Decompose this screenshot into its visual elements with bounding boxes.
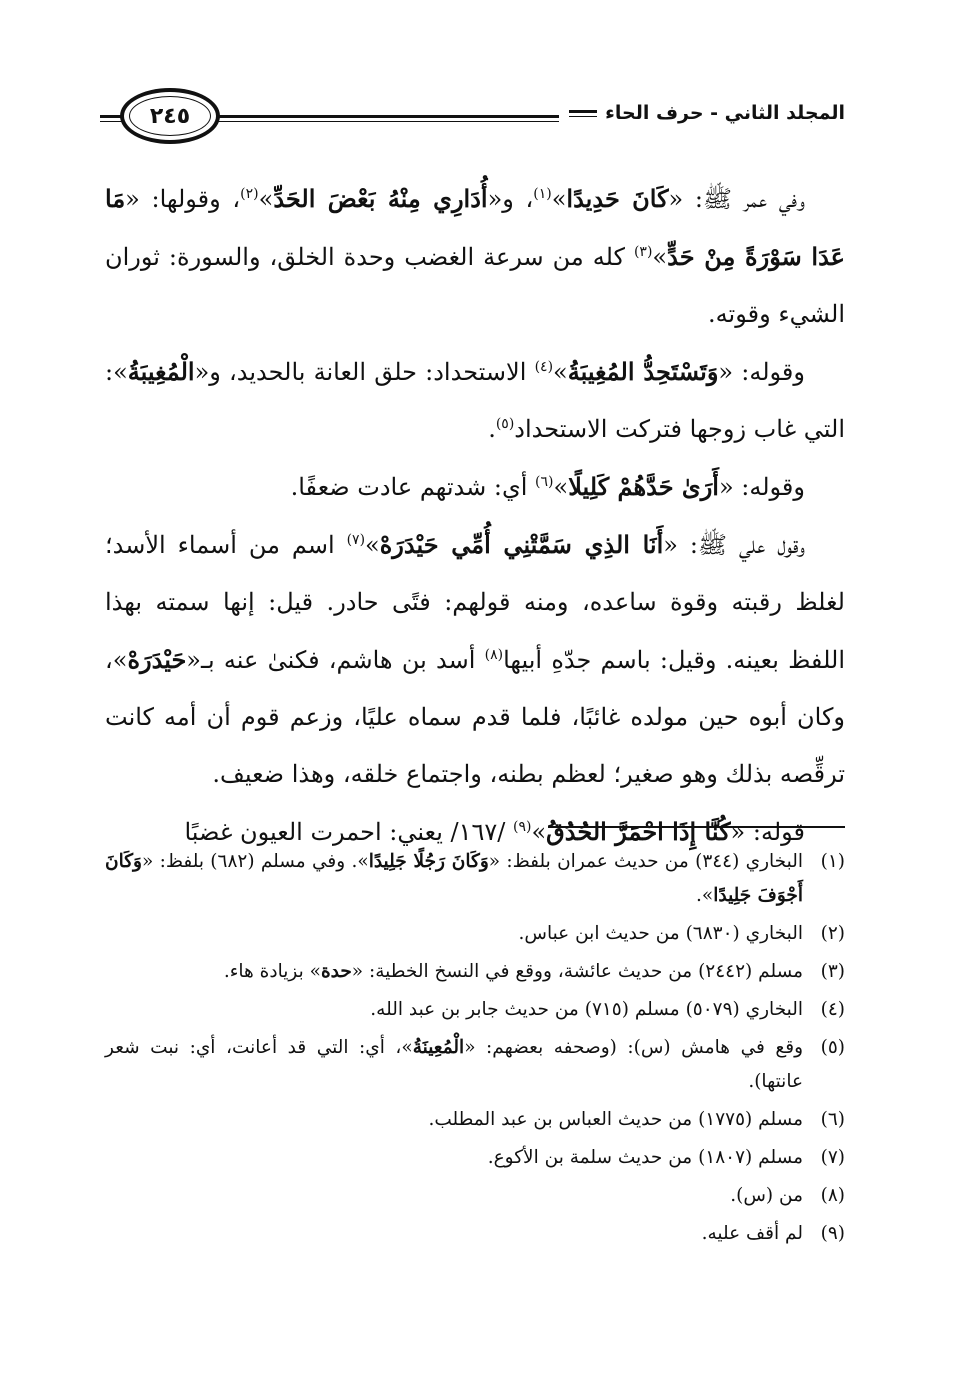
footnote-number: (٤): [820, 999, 845, 1020]
text-run: قوله: «: [730, 818, 805, 846]
hadith-quote: وَكَانَ رَجُلًا جَلِيدًا: [368, 851, 489, 872]
footnote-text: [105, 1217, 803, 1251]
hadith-quote: كُنَّا إِذَا احْمَرَّ الحُدُقُ: [546, 817, 731, 846]
footnote-text: [105, 845, 803, 913]
text-run: أي: شدتهم عادت ضعفًا.: [290, 473, 536, 501]
footnote: [105, 1103, 845, 1137]
text-run: مسلم (١٨٠٧) من حديث سلمة بن الأكوع.: [487, 1147, 803, 1168]
footnote: [105, 1031, 845, 1099]
footnote-number: (١): [820, 851, 845, 872]
hadith-quote: حدة: [320, 961, 352, 982]
page-number: ٢٤٥: [149, 103, 191, 129]
main-text: [105, 170, 845, 861]
text-run: كله من سرعة الغضب وحدة الخلق، والسورة: ثوران الشيء وقوته.: [105, 243, 845, 328]
hadith-quote: الْمُعِينَةُ: [412, 1037, 465, 1058]
text-run: وقوله: «: [718, 358, 805, 386]
hadith-quote: كَانَ حَدِيدًا: [566, 184, 669, 213]
text-run: ، وقولها: «: [125, 185, 241, 213]
footnote-text: [105, 1031, 803, 1099]
page-header: [100, 88, 845, 148]
text-run: /١٦٧/ يعني: احمرت العيون غضبًا: [184, 818, 513, 846]
hadith-quote: وَتَسْتَحِدُّ المُغِيبَةُ: [567, 357, 719, 386]
text-run: وقوله: «: [718, 473, 805, 501]
footnote-text: [105, 993, 803, 1027]
footnote-text: [105, 1103, 803, 1137]
text-run: »: التي غاب زوجها فتركت الاستحداد: [105, 358, 845, 443]
text-run: البخاري (٣٤٤) من حديث عمران بلفظ: «: [488, 851, 803, 872]
text-run: »: [553, 473, 569, 501]
footnote-text: [105, 917, 803, 951]
hadith-quote: حَيْدَرَهْ: [127, 645, 187, 674]
paragraph: [105, 170, 845, 343]
text-run: اسم من أسماء الأسد؛ لغلظ رقبته وقوة ساعده، ومنه قولهم: فتًى حادر. قيل: إنها سمته بهذا اللفظ بعينه. وقيل: باسم جدّهِ أبيها: [105, 531, 845, 674]
text-run: مسلم (٢٤٤٢) من حديث عائشة، ووقع في النسخ الخطية: «: [351, 961, 803, 982]
footnote: [105, 845, 845, 913]
footnote-text: [105, 955, 803, 989]
hadith-quote: مَا عَدَا سَوْرَةً مِنْ حَدٍّ: [105, 184, 845, 271]
footnote-number: (٦): [820, 1109, 845, 1130]
text-run: وفي عمر ﷺ: «: [668, 185, 805, 213]
footnote: [105, 1217, 845, 1251]
footnote-ref: (٩): [513, 819, 532, 835]
text-run: »، وكان أبوه حين مولده غائبًا، فلما قدم سماه عليًا، وزعم قوم أن أمه كانت ترقِّصه بذلك وهو صغير؛ لعظم بطنه، واجتماع خلقه، وهذا ضعيف.: [105, 646, 845, 788]
footnote: [105, 993, 845, 1027]
footnotes: [105, 845, 845, 1255]
text-run: ».: [696, 885, 714, 906]
footnote-text: [105, 1179, 803, 1213]
text-run: ». وفي مسلم (٦٨٢) بلفظ: «: [141, 851, 369, 872]
text-run: »: [531, 818, 547, 846]
text-run: البخاري (٥٠٧٩) مسلم (٧١٥) من حديث جابر بن عبد الله.: [370, 999, 803, 1020]
footnote: [105, 1141, 845, 1175]
page-number-badge: [120, 88, 220, 144]
text-run: الاستحداد: حلق العانة بالحديد، و«: [194, 358, 535, 386]
hadith-quote: أَنَا الذِي سَمَّتْنِي أُمِّي حَيْدَرَهْ: [379, 530, 664, 559]
footnote-number: (٨): [820, 1185, 845, 1206]
text-run: »: [551, 185, 567, 213]
footnote-number: (٩): [820, 1223, 845, 1244]
text-run: »: [258, 185, 274, 213]
footnote-ref: (٤): [534, 359, 554, 375]
text-run: من (س).: [730, 1185, 803, 1206]
footnote-text: [105, 1141, 803, 1175]
footnote-number: (٧): [820, 1147, 845, 1168]
text-run: أسد بن هاشم، فكنىٰ عنه بـ«: [186, 646, 485, 674]
text-run: وقع في هامش (س): (وصحفه بعضهم: «: [464, 1037, 803, 1058]
paragraph: [105, 343, 845, 458]
text-run: ، و«: [487, 185, 534, 213]
text-run: »: [652, 243, 668, 271]
text-run: »، أي: التي قد أعانت، أي: نبت شعر عانتها).: [105, 1037, 803, 1092]
footnote: [105, 1179, 845, 1213]
text-run: وقول علي ﷺ: «: [663, 531, 805, 559]
text-run: مسلم (١٧٧٥) من حديث العباس بن عبد المطلب.: [428, 1109, 803, 1130]
footnote-ref: (٣): [633, 244, 653, 260]
hadith-quote: أُدَارِي مِنْهُ بَعْضَ الحَدِّ: [273, 184, 488, 213]
footnote-separator: [548, 826, 845, 828]
footnote-ref: (٢): [240, 186, 259, 202]
text-run: .: [488, 415, 496, 443]
footnote-ref: (١): [533, 186, 552, 202]
footnote-ref: (٥): [495, 416, 515, 432]
footnote-ref: (٨): [484, 647, 504, 663]
footnote-ref: (٧): [346, 532, 366, 548]
footnote: [105, 917, 845, 951]
footnote-ref: (٦): [535, 474, 554, 490]
text-run: » بزيادة هاء.: [223, 961, 321, 982]
paragraph: [105, 458, 845, 516]
hadith-quote: الْمُغِيبَةُ: [127, 357, 195, 386]
footnote: [105, 955, 845, 989]
hadith-quote: وَكَانَ أَجْوَفَ جَلِيدًا: [105, 851, 803, 906]
text-run: البخاري (٦٨٣٠) من حديث ابن عباس.: [518, 923, 803, 944]
text-run: لم أقف عليه.: [701, 1223, 803, 1244]
footnote-number: (٥): [820, 1037, 845, 1058]
text-run: »: [553, 358, 568, 386]
running-title: المجلد الثاني - حرف الحاء: [559, 102, 845, 124]
footnote-number: (٣): [820, 961, 845, 982]
hadith-quote: أَرَىٰ حَدَّهُمْ كَلِيلًا: [568, 472, 719, 501]
text-run: »: [365, 531, 380, 559]
paragraph: [105, 516, 845, 803]
footnote-number: (٢): [820, 923, 845, 944]
